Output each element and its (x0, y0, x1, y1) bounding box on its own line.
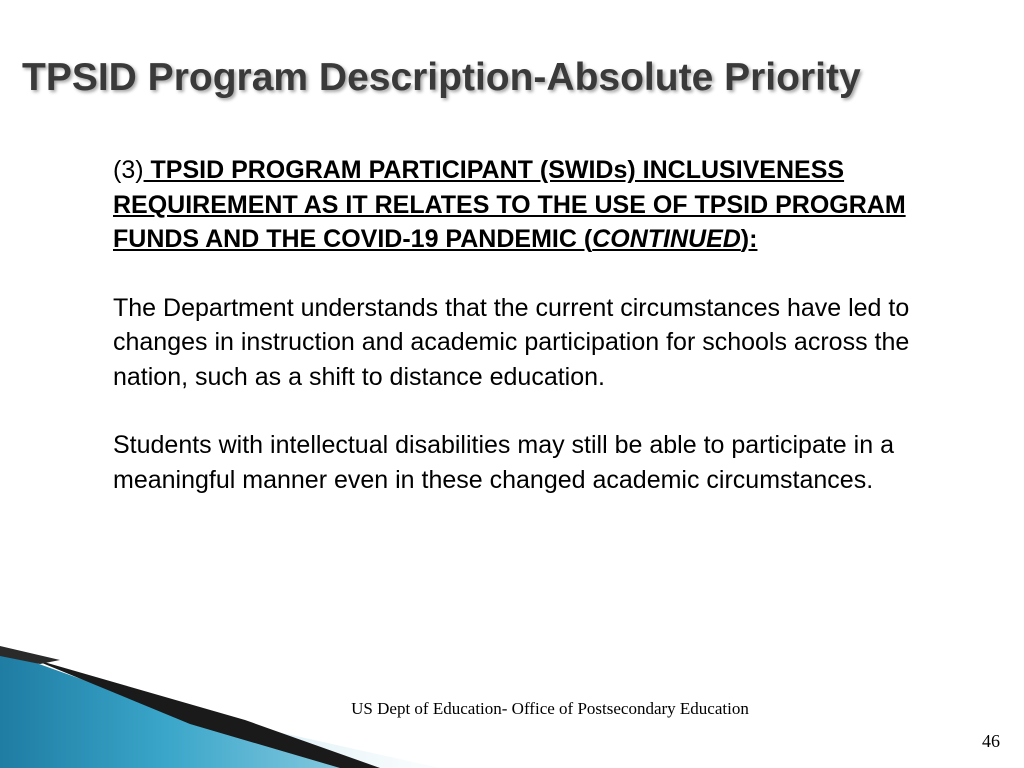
heading-suffix: ): (740, 225, 758, 253)
slide-title: TPSID Program Description-Absolute Priority (22, 56, 861, 99)
section-heading (113, 153, 953, 257)
heading-main-text: TPSID PROGRAM PARTICIPANT (SWIDs) INCLUSIVENESS REQUIREMENT AS IT RELATES TO THE USE OF TPSID PROGRAM FUNDS AND THE COVID-19 PANDEMIC ( (113, 156, 906, 253)
page-number: 46 (982, 731, 1000, 751)
body-paragraph-1: The Department understands that the current circumstances have led to changes in instruction and academic participation for schools across the nation, such as a shift to distance education. (113, 293, 910, 391)
footer-text: US Dept of Education- Office of Postsecondary Education (351, 699, 749, 718)
heading-italic-text: CONTINUED (592, 225, 741, 253)
heading-main (113, 156, 906, 253)
body-paragraph-2: Students with intellectual disabilities may still be able to participate in a meaningful manner even in these changed academic circumstances. (113, 431, 894, 494)
heading-prefix: (3) (113, 156, 144, 184)
slide-content (113, 153, 953, 531)
